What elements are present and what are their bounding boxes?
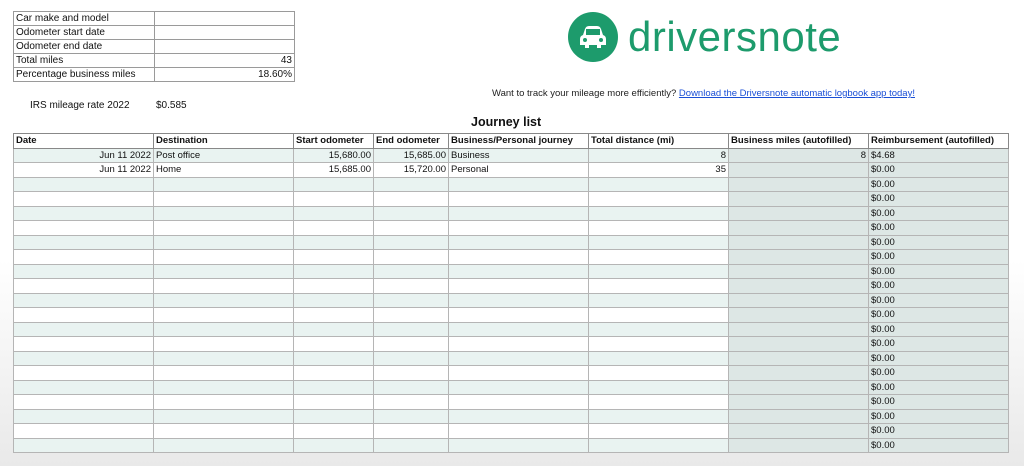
table-row — [14, 322, 1009, 337]
vehicle-summary-table — [13, 11, 295, 82]
table-cell[interactable] — [449, 308, 589, 323]
table-cell[interactable] — [729, 351, 869, 366]
table-cell[interactable] — [449, 177, 589, 192]
table-row — [14, 424, 1009, 439]
table-cell[interactable]: $0.00 — [869, 409, 1009, 424]
table-cell[interactable] — [449, 235, 589, 250]
table-cell[interactable] — [294, 366, 374, 381]
column-header[interactable]: Date — [14, 134, 154, 149]
table-cell[interactable] — [449, 293, 589, 308]
table-cell[interactable] — [374, 366, 449, 381]
table-cell[interactable]: $0.00 — [869, 337, 1009, 352]
table-cell[interactable] — [154, 279, 294, 294]
table-row — [14, 308, 1009, 323]
table-cell[interactable] — [154, 424, 294, 439]
table-cell[interactable] — [154, 177, 294, 192]
table-cell[interactable] — [14, 380, 154, 395]
table-cell[interactable]: $0.00 — [869, 424, 1009, 439]
table-cell[interactable] — [294, 337, 374, 352]
table-cell[interactable]: $0.00 — [869, 438, 1009, 453]
table-cell[interactable] — [589, 424, 729, 439]
table-row — [14, 206, 1009, 221]
table-cell[interactable] — [14, 308, 154, 323]
summary-row — [14, 26, 295, 40]
table-cell[interactable]: Jun 11 2022 — [14, 163, 154, 178]
table-cell[interactable] — [294, 250, 374, 265]
table-cell[interactable] — [729, 235, 869, 250]
summary-value[interactable]: 18.60% — [155, 68, 295, 82]
table-cell[interactable]: $0.00 — [869, 351, 1009, 366]
column-header[interactable]: Business/Personal journey — [449, 134, 589, 149]
table-cell[interactable] — [154, 308, 294, 323]
summary-label[interactable]: Odometer start date — [14, 26, 155, 40]
table-cell[interactable]: $0.00 — [869, 235, 1009, 250]
summary-row — [14, 54, 295, 68]
table-cell[interactable] — [589, 221, 729, 236]
table-cell[interactable]: $0.00 — [869, 264, 1009, 279]
column-header[interactable]: Start odometer — [294, 134, 374, 149]
table-cell[interactable] — [589, 438, 729, 453]
table-cell[interactable] — [14, 351, 154, 366]
table-cell[interactable] — [294, 395, 374, 410]
table-cell[interactable] — [449, 438, 589, 453]
table-cell[interactable] — [449, 322, 589, 337]
table-cell[interactable] — [154, 380, 294, 395]
table-cell[interactable] — [729, 192, 869, 207]
table-cell[interactable] — [294, 409, 374, 424]
table-cell[interactable]: $0.00 — [869, 366, 1009, 381]
table-cell[interactable] — [14, 250, 154, 265]
table-cell[interactable] — [154, 351, 294, 366]
table-cell[interactable] — [374, 192, 449, 207]
column-header[interactable]: End odometer — [374, 134, 449, 149]
table-cell[interactable] — [14, 177, 154, 192]
table-cell[interactable] — [294, 206, 374, 221]
table-cell[interactable] — [154, 250, 294, 265]
table-cell[interactable] — [729, 163, 869, 178]
table-cell[interactable] — [154, 337, 294, 352]
table-cell[interactable] — [449, 337, 589, 352]
summary-value[interactable]: 43 — [155, 54, 295, 68]
table-cell[interactable]: $4.68 — [869, 148, 1009, 163]
journey-table — [13, 133, 1009, 453]
journey-header-row — [14, 134, 1009, 149]
table-cell[interactable] — [729, 250, 869, 265]
table-cell[interactable] — [374, 235, 449, 250]
table-cell[interactable] — [294, 380, 374, 395]
summary-label[interactable]: Odometer end date — [14, 40, 155, 54]
table-cell[interactable]: 35 — [589, 163, 729, 178]
table-cell[interactable]: 8 — [729, 148, 869, 163]
table-cell[interactable] — [449, 250, 589, 265]
table-cell[interactable] — [449, 424, 589, 439]
table-cell[interactable] — [449, 380, 589, 395]
table-cell[interactable] — [729, 279, 869, 294]
table-cell[interactable] — [729, 438, 869, 453]
table-cell[interactable]: $0.00 — [869, 177, 1009, 192]
table-cell[interactable]: Jun 11 2022 — [14, 148, 154, 163]
table-cell[interactable] — [294, 264, 374, 279]
table-cell[interactable] — [589, 409, 729, 424]
table-cell[interactable] — [589, 264, 729, 279]
table-cell[interactable] — [294, 221, 374, 236]
table-cell[interactable] — [589, 395, 729, 410]
table-cell[interactable] — [294, 177, 374, 192]
table-cell[interactable] — [154, 395, 294, 410]
table-cell[interactable] — [449, 279, 589, 294]
table-cell[interactable] — [154, 221, 294, 236]
summary-value[interactable] — [155, 26, 295, 40]
table-cell[interactable] — [374, 206, 449, 221]
table-cell[interactable] — [294, 322, 374, 337]
table-cell[interactable]: $0.00 — [869, 395, 1009, 410]
table-cell[interactable] — [294, 279, 374, 294]
table-cell[interactable] — [14, 235, 154, 250]
column-header[interactable]: Business miles (autofilled) — [729, 134, 869, 149]
table-row — [14, 409, 1009, 424]
table-cell[interactable] — [374, 351, 449, 366]
table-cell[interactable] — [589, 366, 729, 381]
summary-label[interactable]: Percentage business miles — [14, 68, 155, 82]
table-cell[interactable]: $0.00 — [869, 322, 1009, 337]
table-cell[interactable] — [729, 206, 869, 221]
table-cell[interactable] — [294, 293, 374, 308]
summary-row — [14, 12, 295, 26]
table-cell[interactable]: Home — [154, 163, 294, 178]
table-cell[interactable]: Personal — [449, 163, 589, 178]
column-header[interactable]: Destination — [154, 134, 294, 149]
table-cell[interactable]: 15,680.00 — [294, 148, 374, 163]
table-cell[interactable]: $0.00 — [869, 206, 1009, 221]
table-cell[interactable] — [154, 206, 294, 221]
table-cell[interactable] — [14, 192, 154, 207]
table-cell[interactable] — [374, 424, 449, 439]
table-cell[interactable] — [589, 308, 729, 323]
table-cell[interactable] — [294, 351, 374, 366]
journey-list-title: Journey list — [471, 115, 542, 129]
table-row — [14, 264, 1009, 279]
table-cell[interactable] — [729, 322, 869, 337]
table-cell[interactable] — [729, 293, 869, 308]
table-cell[interactable] — [14, 221, 154, 236]
table-cell[interactable] — [449, 264, 589, 279]
table-cell[interactable] — [14, 206, 154, 221]
table-cell[interactable] — [589, 351, 729, 366]
table-cell[interactable] — [154, 293, 294, 308]
table-cell[interactable] — [589, 250, 729, 265]
table-cell[interactable] — [374, 279, 449, 294]
table-cell[interactable] — [14, 438, 154, 453]
table-cell[interactable] — [449, 366, 589, 381]
table-cell[interactable]: $0.00 — [869, 279, 1009, 294]
table-cell[interactable]: $0.00 — [869, 192, 1009, 207]
table-cell[interactable] — [729, 264, 869, 279]
table-cell[interactable] — [374, 250, 449, 265]
table-cell[interactable] — [729, 409, 869, 424]
table-cell[interactable] — [14, 424, 154, 439]
table-cell[interactable] — [729, 424, 869, 439]
table-cell[interactable] — [449, 351, 589, 366]
table-row — [14, 279, 1009, 294]
table-cell[interactable] — [14, 322, 154, 337]
download-app-link[interactable]: Download the Driversnote automatic logbook app today! — [678, 88, 915, 99]
table-cell[interactable] — [449, 409, 589, 424]
table-row — [14, 351, 1009, 366]
table-cell[interactable]: $0.00 — [869, 293, 1009, 308]
table-cell[interactable] — [374, 409, 449, 424]
table-cell[interactable]: $0.00 — [869, 380, 1009, 395]
table-cell[interactable]: 15,685.00 — [374, 148, 449, 163]
summary-row — [14, 40, 295, 54]
table-cell[interactable]: $0.00 — [869, 308, 1009, 323]
table-cell[interactable] — [449, 192, 589, 207]
table-cell[interactable] — [294, 308, 374, 323]
brand-wordmark: driversnote — [628, 13, 842, 60]
table-cell[interactable] — [154, 235, 294, 250]
table-cell[interactable] — [589, 177, 729, 192]
summary-label[interactable]: Total miles — [14, 54, 155, 68]
summary-value[interactable] — [155, 12, 295, 26]
table-row — [14, 163, 1009, 178]
table-cell[interactable] — [14, 279, 154, 294]
promo-banner — [492, 88, 915, 99]
table-row — [14, 192, 1009, 207]
table-cell[interactable] — [14, 395, 154, 410]
table-cell[interactable] — [14, 264, 154, 279]
table-cell[interactable] — [729, 366, 869, 381]
irs-rate-label: IRS mileage rate 2022 — [30, 100, 130, 111]
table-cell[interactable] — [589, 293, 729, 308]
table-cell[interactable] — [154, 264, 294, 279]
table-cell[interactable] — [294, 235, 374, 250]
table-cell[interactable] — [589, 279, 729, 294]
table-cell[interactable] — [294, 192, 374, 207]
table-cell[interactable] — [374, 177, 449, 192]
table-cell[interactable] — [729, 177, 869, 192]
driversnote-logo — [568, 12, 841, 62]
table-cell[interactable] — [374, 322, 449, 337]
table-cell[interactable] — [589, 322, 729, 337]
table-cell[interactable] — [294, 424, 374, 439]
table-row — [14, 293, 1009, 308]
table-cell[interactable] — [14, 293, 154, 308]
table-cell[interactable] — [729, 380, 869, 395]
summary-value[interactable] — [155, 40, 295, 54]
table-cell[interactable] — [589, 380, 729, 395]
table-cell[interactable]: 8 — [589, 148, 729, 163]
car-icon — [568, 12, 618, 62]
table-cell[interactable] — [449, 395, 589, 410]
table-cell[interactable] — [14, 409, 154, 424]
table-cell[interactable] — [374, 221, 449, 236]
table-cell[interactable] — [729, 395, 869, 410]
table-cell[interactable] — [374, 293, 449, 308]
table-cell[interactable] — [374, 308, 449, 323]
column-header[interactable]: Total distance (mi) — [589, 134, 729, 149]
table-cell[interactable] — [374, 395, 449, 410]
irs-rate-value[interactable]: $0.585 — [156, 100, 187, 111]
table-cell[interactable]: Post office — [154, 148, 294, 163]
table-cell[interactable] — [449, 221, 589, 236]
table-cell[interactable] — [374, 438, 449, 453]
table-cell[interactable] — [589, 235, 729, 250]
table-cell[interactable]: $0.00 — [869, 221, 1009, 236]
table-cell[interactable] — [294, 438, 374, 453]
table-cell[interactable] — [589, 337, 729, 352]
table-cell[interactable] — [589, 206, 729, 221]
table-cell[interactable]: $0.00 — [869, 163, 1009, 178]
table-cell[interactable] — [374, 264, 449, 279]
column-header[interactable]: Reimbursement (autofilled) — [869, 134, 1009, 149]
table-row — [14, 366, 1009, 381]
table-cell[interactable]: 15,720.00 — [374, 163, 449, 178]
table-row — [14, 337, 1009, 352]
table-cell[interactable] — [374, 337, 449, 352]
table-cell[interactable]: Business — [449, 148, 589, 163]
table-cell[interactable]: 15,685.00 — [294, 163, 374, 178]
table-cell[interactable] — [14, 366, 154, 381]
summary-row — [14, 68, 295, 82]
table-cell[interactable] — [589, 192, 729, 207]
summary-label[interactable]: Car make and model — [14, 12, 155, 26]
table-row — [14, 438, 1009, 453]
table-cell[interactable] — [154, 192, 294, 207]
promo-text: Want to track your mileage more efficiently? — [492, 88, 677, 99]
table-cell[interactable] — [729, 337, 869, 352]
table-cell[interactable] — [729, 308, 869, 323]
table-cell[interactable] — [154, 438, 294, 453]
table-row — [14, 148, 1009, 163]
table-row — [14, 235, 1009, 250]
table-row — [14, 250, 1009, 265]
table-cell[interactable] — [374, 380, 449, 395]
table-cell[interactable]: $0.00 — [869, 250, 1009, 265]
table-cell[interactable] — [14, 337, 154, 352]
table-cell[interactable] — [154, 322, 294, 337]
table-cell[interactable] — [449, 206, 589, 221]
table-row — [14, 221, 1009, 236]
table-row — [14, 177, 1009, 192]
table-cell[interactable] — [154, 409, 294, 424]
table-row — [14, 395, 1009, 410]
table-cell[interactable] — [729, 221, 869, 236]
table-row — [14, 380, 1009, 395]
table-cell[interactable] — [154, 366, 294, 381]
